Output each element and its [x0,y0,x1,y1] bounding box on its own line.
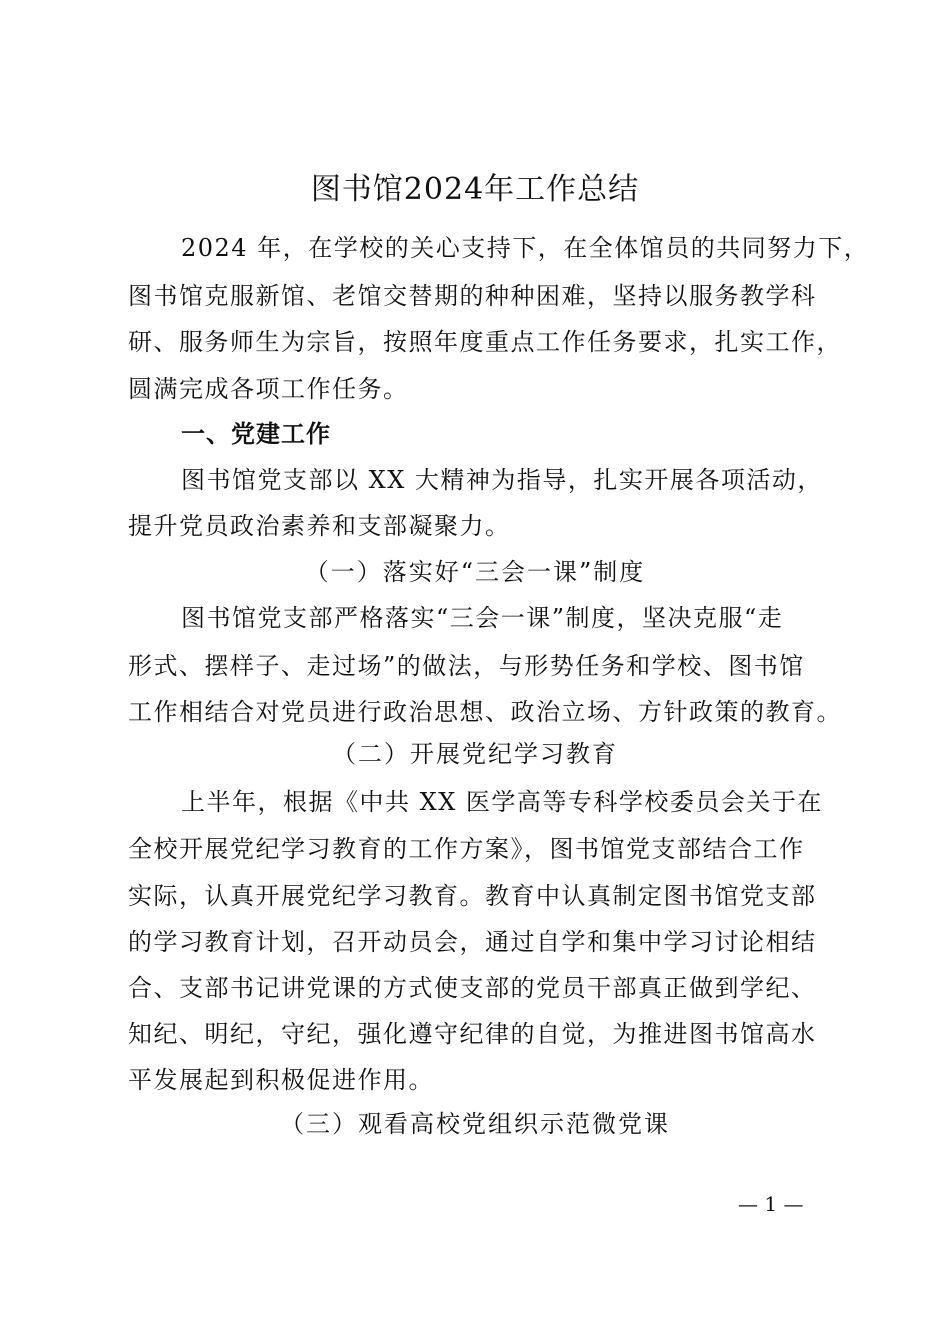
section-heading-party-building: 一、党建工作 [181,419,331,448]
sub2-line-1: 上半年，根据《中共 XX 医学高等专科学校委员会关于在 [181,788,823,816]
subheading-discipline-education: （二）开展党纪学习教育 [332,740,618,768]
subheading-three-meetings: （一）落实好“三会一课”制度 [304,558,646,586]
intro-line-3: 研、服务师生为宗旨，按照年度重点工作任务要求，扎实工作， [128,328,842,356]
subheading-micro-party-lesson: （三）观看高校党组织示范微党课 [280,1110,670,1138]
page-number: — 1 — [738,1192,804,1216]
sub2-line-6: 知纪、明纪，守纪，强化遵守纪律的自觉，为推进图书馆高水 [128,1020,817,1048]
sub2-line-2: 全校开展党纪学习教育的工作方案》，图书馆党支部结合工作 [128,835,805,863]
sub2-line-4: 的学习教育计划，召开动员会，通过自学和集中学习讨论相结 [128,928,817,956]
sub2-line-7: 平发展起到积极促进作用。 [128,1066,434,1094]
intro-line-2: 图书馆克服新馆、老馆交替期的种种困难，坚持以服务教学科 [128,282,817,310]
intro-line-1: 2024 年，在学校的关心支持下，在全体馆员的共同努力下， [181,234,870,262]
sub1-line-3: 工作相结合对党员进行政治思想、政治立场、方针政策的教育。 [128,698,842,726]
intro-line-4: 圆满完成各项工作任务。 [128,375,409,403]
sub2-line-5: 合、支部书记讲党课的方式使支部的党员干部真正做到学纪、 [128,974,817,1002]
sub1-line-2: 形式、摆样子、走过场”的做法，与形势任务和学校、图书馆 [128,652,805,680]
sub2-line-3: 实际，认真开展党纪学习教育。教育中认真制定图书馆党支部 [128,882,817,910]
sub1-line-1: 图书馆党支部严格落实“三会一课”制度，坚决克服“走 [181,604,784,632]
document-title: 图书馆2024年工作总结 [310,172,640,207]
section1-line-1: 图书馆党支部以 XX 大精神为指导，扎实开展各项活动， [181,466,823,494]
section1-line-2: 提升党员政治素养和支部凝聚力。 [128,512,511,540]
